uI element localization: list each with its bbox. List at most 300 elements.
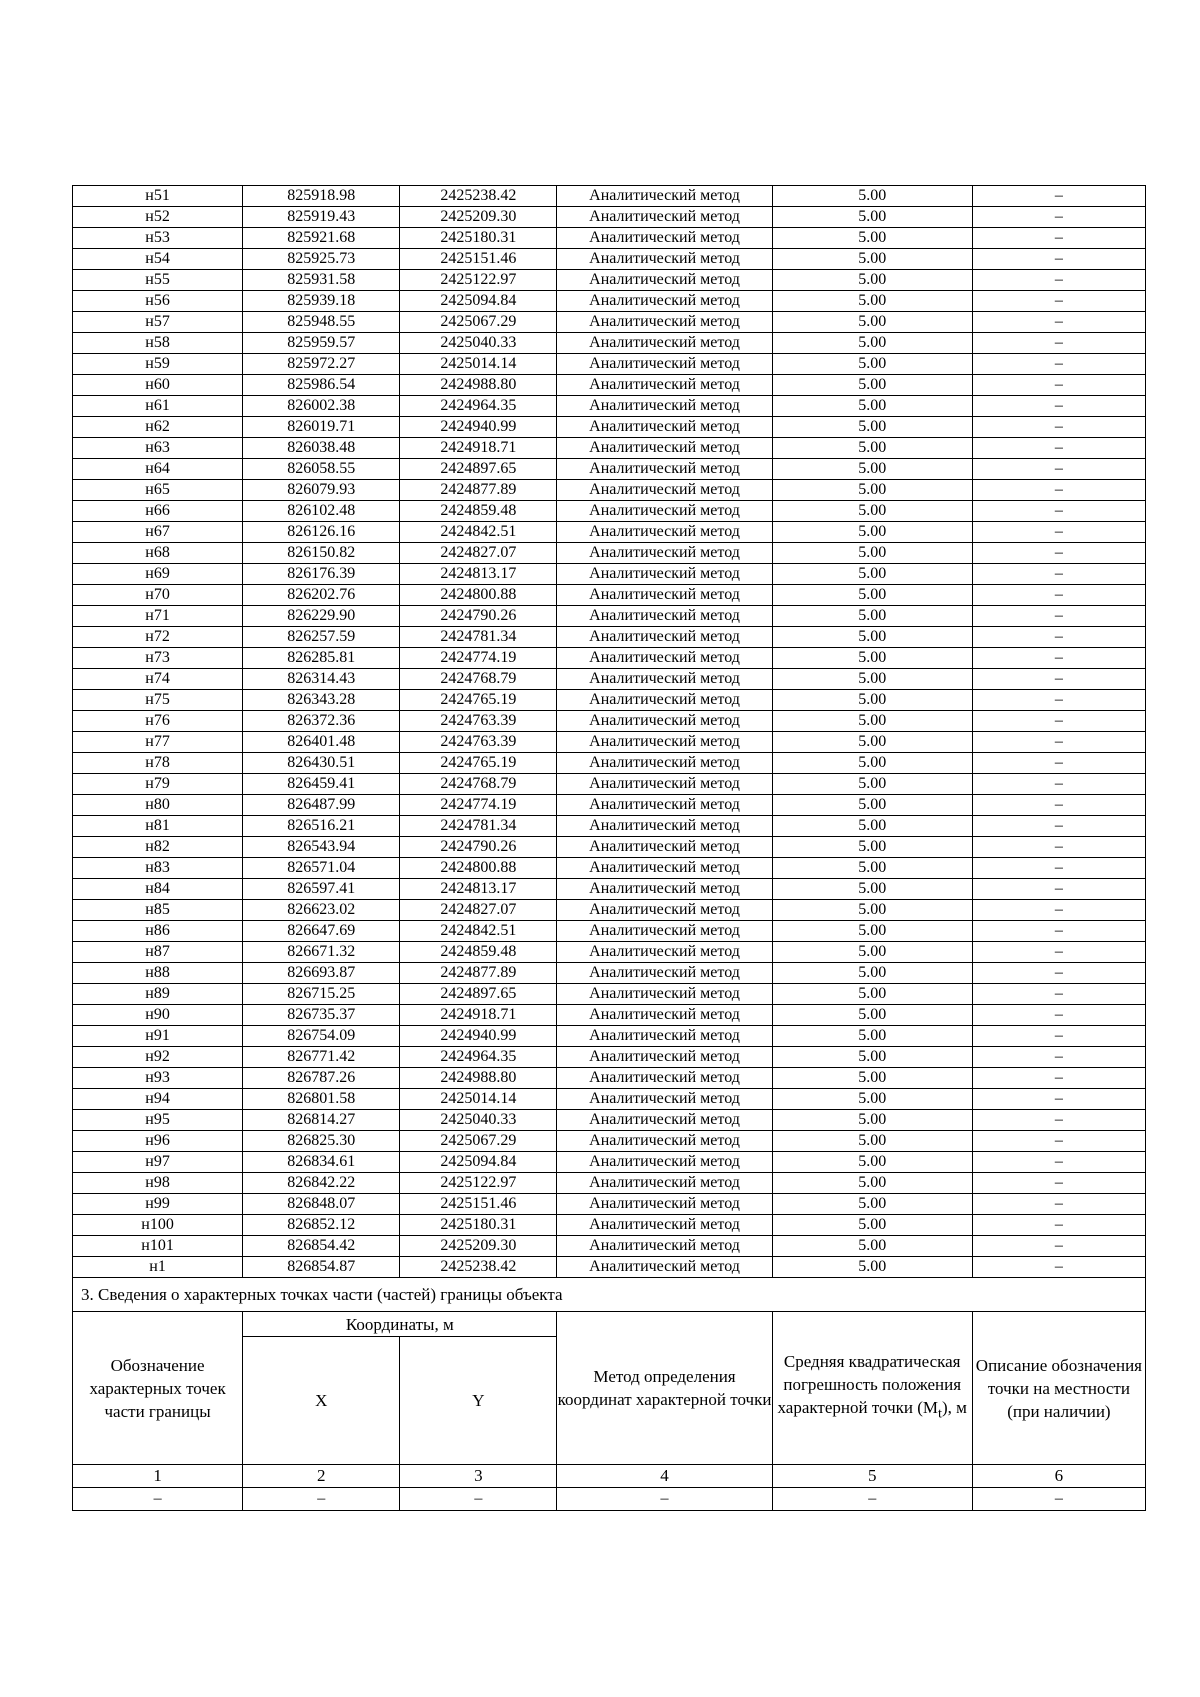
- point-name-cell: н58: [73, 333, 243, 354]
- error-cell: 5.00: [772, 585, 972, 606]
- point-name-cell: н98: [73, 1173, 243, 1194]
- point-name-cell: н53: [73, 228, 243, 249]
- description-cell: –: [972, 1173, 1145, 1194]
- table-row: [73, 879, 1146, 900]
- point-name-cell: н71: [73, 606, 243, 627]
- point-name-cell: н86: [73, 921, 243, 942]
- point-name-cell: н60: [73, 375, 243, 396]
- description-cell: –: [972, 732, 1145, 753]
- x-coordinate-cell: 826314.43: [243, 669, 400, 690]
- point-name-cell: н85: [73, 900, 243, 921]
- error-cell: 5.00: [772, 1026, 972, 1047]
- y-coordinate-cell: 2425067.29: [400, 312, 557, 333]
- y-coordinate-cell: 2424897.65: [400, 459, 557, 480]
- y-coordinate-cell: 2424988.80: [400, 1068, 557, 1089]
- point-name-cell: н56: [73, 291, 243, 312]
- point-name-cell: н74: [73, 669, 243, 690]
- x-coordinate-cell: 826715.25: [243, 984, 400, 1005]
- y-coordinate-cell: 2424859.48: [400, 942, 557, 963]
- y-coordinate-cell: 2424790.26: [400, 606, 557, 627]
- column-number: 4: [557, 1465, 772, 1488]
- x-coordinate-cell: 826229.90: [243, 606, 400, 627]
- table-row: [73, 1194, 1146, 1215]
- x-coordinate-cell: 826102.48: [243, 501, 400, 522]
- method-cell: Аналитический метод: [557, 1131, 772, 1152]
- y-coordinate-cell: 2424790.26: [400, 837, 557, 858]
- error-cell: 5.00: [772, 837, 972, 858]
- header-row-1: [73, 1312, 1146, 1337]
- empty-data-row: [73, 1488, 1146, 1511]
- point-name-cell: н95: [73, 1110, 243, 1131]
- x-coordinate-cell: 826571.04: [243, 858, 400, 879]
- method-cell: Аналитический метод: [557, 480, 772, 501]
- header-error-text: Средняя квадратическая погрешность положения характерной точки (М: [777, 1352, 962, 1418]
- description-cell: –: [972, 1005, 1145, 1026]
- description-cell: –: [972, 963, 1145, 984]
- point-name-cell: н80: [73, 795, 243, 816]
- x-coordinate-cell: 826459.41: [243, 774, 400, 795]
- method-cell: Аналитический метод: [557, 207, 772, 228]
- x-coordinate-cell: 826150.82: [243, 543, 400, 564]
- x-coordinate-cell: 826834.61: [243, 1152, 400, 1173]
- method-cell: Аналитический метод: [557, 942, 772, 963]
- empty-cell: –: [73, 1488, 243, 1511]
- x-coordinate-cell: 826623.02: [243, 900, 400, 921]
- x-coordinate-cell: 826597.41: [243, 879, 400, 900]
- error-cell: 5.00: [772, 858, 972, 879]
- point-name-cell: н66: [73, 501, 243, 522]
- point-name-cell: н76: [73, 711, 243, 732]
- method-cell: Аналитический метод: [557, 1215, 772, 1236]
- method-cell: Аналитический метод: [557, 690, 772, 711]
- error-cell: 5.00: [772, 753, 972, 774]
- method-cell: Аналитический метод: [557, 1026, 772, 1047]
- empty-cell: –: [772, 1488, 972, 1511]
- y-coordinate-cell: 2424940.99: [400, 417, 557, 438]
- description-cell: –: [972, 879, 1145, 900]
- x-coordinate-cell: 826848.07: [243, 1194, 400, 1215]
- table-row: [73, 627, 1146, 648]
- error-cell: 5.00: [772, 942, 972, 963]
- table-row: [73, 333, 1146, 354]
- error-cell: 5.00: [772, 417, 972, 438]
- error-cell: 5.00: [772, 354, 972, 375]
- description-cell: –: [972, 711, 1145, 732]
- x-coordinate-cell: 826671.32: [243, 942, 400, 963]
- method-cell: Аналитический метод: [557, 228, 772, 249]
- empty-cell: –: [972, 1488, 1145, 1511]
- table-row: [73, 837, 1146, 858]
- description-cell: –: [972, 753, 1145, 774]
- point-name-cell: н81: [73, 816, 243, 837]
- point-name-cell: н96: [73, 1131, 243, 1152]
- table-row: [73, 900, 1146, 921]
- point-name-cell: н59: [73, 354, 243, 375]
- y-coordinate-cell: 2424768.79: [400, 774, 557, 795]
- error-cell: 5.00: [772, 522, 972, 543]
- error-cell: 5.00: [772, 648, 972, 669]
- x-coordinate-cell: 826854.87: [243, 1257, 400, 1278]
- point-name-cell: н79: [73, 774, 243, 795]
- method-cell: Аналитический метод: [557, 501, 772, 522]
- table-row: [73, 606, 1146, 627]
- header-error-subscript: t: [938, 1405, 942, 1422]
- description-cell: –: [972, 627, 1145, 648]
- method-cell: Аналитический метод: [557, 858, 772, 879]
- method-cell: Аналитический метод: [557, 753, 772, 774]
- table-row: [73, 1257, 1146, 1278]
- description-cell: –: [972, 522, 1145, 543]
- method-cell: Аналитический метод: [557, 732, 772, 753]
- y-coordinate-cell: 2424877.89: [400, 480, 557, 501]
- empty-cell: –: [557, 1488, 772, 1511]
- table-row: [73, 732, 1146, 753]
- x-coordinate-cell: 826019.71: [243, 417, 400, 438]
- table-row: [73, 1152, 1146, 1173]
- error-cell: 5.00: [772, 921, 972, 942]
- y-coordinate-cell: 2424765.19: [400, 690, 557, 711]
- table-row: [73, 1068, 1146, 1089]
- column-number: 6: [972, 1465, 1145, 1488]
- error-cell: 5.00: [772, 606, 972, 627]
- header-x: X: [243, 1337, 400, 1465]
- error-cell: 5.00: [772, 480, 972, 501]
- table-row: [73, 354, 1146, 375]
- table-row: [73, 816, 1146, 837]
- header-error-tail: ), м: [941, 1398, 967, 1418]
- section-3-title: 3. Сведения о характерных точках части (частей) границы объекта: [73, 1278, 1146, 1312]
- description-cell: –: [972, 375, 1145, 396]
- method-cell: Аналитический метод: [557, 795, 772, 816]
- error-cell: 5.00: [772, 1152, 972, 1173]
- point-name-cell: н57: [73, 312, 243, 333]
- error-cell: 5.00: [772, 1047, 972, 1068]
- y-coordinate-cell: 2424964.35: [400, 396, 557, 417]
- point-name-cell: н70: [73, 585, 243, 606]
- table-row: [73, 186, 1146, 207]
- method-cell: Аналитический метод: [557, 564, 772, 585]
- error-cell: 5.00: [772, 816, 972, 837]
- y-coordinate-cell: 2424768.79: [400, 669, 557, 690]
- x-coordinate-cell: 825919.43: [243, 207, 400, 228]
- method-cell: Аналитический метод: [557, 1047, 772, 1068]
- y-coordinate-cell: 2425180.31: [400, 228, 557, 249]
- description-cell: –: [972, 1131, 1145, 1152]
- section-3-title-row: [73, 1278, 1146, 1312]
- method-cell: Аналитический метод: [557, 1173, 772, 1194]
- error-cell: 5.00: [772, 333, 972, 354]
- description-cell: –: [972, 186, 1145, 207]
- description-cell: –: [972, 795, 1145, 816]
- table-row: [73, 942, 1146, 963]
- y-coordinate-cell: 2424842.51: [400, 921, 557, 942]
- error-cell: 5.00: [772, 984, 972, 1005]
- x-coordinate-cell: 826058.55: [243, 459, 400, 480]
- table-row: [73, 1131, 1146, 1152]
- table-row: [73, 480, 1146, 501]
- x-coordinate-cell: 826754.09: [243, 1026, 400, 1047]
- point-name-cell: н91: [73, 1026, 243, 1047]
- point-name-cell: н55: [73, 270, 243, 291]
- description-cell: –: [972, 942, 1145, 963]
- error-cell: 5.00: [772, 795, 972, 816]
- table-row: [73, 1173, 1146, 1194]
- point-name-cell: н69: [73, 564, 243, 585]
- x-coordinate-cell: 826787.26: [243, 1068, 400, 1089]
- point-name-cell: н62: [73, 417, 243, 438]
- y-coordinate-cell: 2425122.97: [400, 1173, 557, 1194]
- empty-cell: –: [243, 1488, 400, 1511]
- header-error: [772, 1312, 972, 1465]
- x-coordinate-cell: 826430.51: [243, 753, 400, 774]
- error-cell: 5.00: [772, 963, 972, 984]
- point-name-cell: н52: [73, 207, 243, 228]
- point-name-cell: н67: [73, 522, 243, 543]
- description-cell: –: [972, 858, 1145, 879]
- method-cell: Аналитический метод: [557, 186, 772, 207]
- table-row: [73, 270, 1146, 291]
- description-cell: –: [972, 669, 1145, 690]
- x-coordinate-cell: 825921.68: [243, 228, 400, 249]
- x-coordinate-cell: 826079.93: [243, 480, 400, 501]
- table-row: [73, 1110, 1146, 1131]
- table-row: [73, 1005, 1146, 1026]
- point-name-cell: н63: [73, 438, 243, 459]
- method-cell: Аналитический метод: [557, 963, 772, 984]
- description-cell: –: [972, 648, 1145, 669]
- description-cell: –: [972, 228, 1145, 249]
- y-coordinate-cell: 2424859.48: [400, 501, 557, 522]
- x-coordinate-cell: 826854.42: [243, 1236, 400, 1257]
- description-cell: –: [972, 1152, 1145, 1173]
- column-number-row: [73, 1465, 1146, 1488]
- error-cell: 5.00: [772, 543, 972, 564]
- point-name-cell: н94: [73, 1089, 243, 1110]
- method-cell: Аналитический метод: [557, 291, 772, 312]
- y-coordinate-cell: 2424964.35: [400, 1047, 557, 1068]
- method-cell: Аналитический метод: [557, 1194, 772, 1215]
- method-cell: Аналитический метод: [557, 1089, 772, 1110]
- header-y: Y: [400, 1337, 557, 1465]
- y-coordinate-cell: 2425180.31: [400, 1215, 557, 1236]
- table-row: [73, 1236, 1146, 1257]
- document-sheet: [72, 185, 1146, 1511]
- y-coordinate-cell: 2424800.88: [400, 858, 557, 879]
- method-cell: Аналитический метод: [557, 522, 772, 543]
- empty-cell: –: [400, 1488, 557, 1511]
- description-cell: –: [972, 1026, 1145, 1047]
- x-coordinate-cell: 826814.27: [243, 1110, 400, 1131]
- method-cell: Аналитический метод: [557, 1236, 772, 1257]
- description-cell: –: [972, 921, 1145, 942]
- method-cell: Аналитический метод: [557, 396, 772, 417]
- point-name-cell: н100: [73, 1215, 243, 1236]
- method-cell: Аналитический метод: [557, 333, 772, 354]
- y-coordinate-cell: 2425151.46: [400, 249, 557, 270]
- error-cell: 5.00: [772, 627, 972, 648]
- description-cell: –: [972, 291, 1145, 312]
- method-cell: Аналитический метод: [557, 984, 772, 1005]
- description-cell: –: [972, 1215, 1145, 1236]
- table-row: [73, 795, 1146, 816]
- error-cell: 5.00: [772, 1257, 972, 1278]
- point-name-cell: н83: [73, 858, 243, 879]
- point-name-cell: н78: [73, 753, 243, 774]
- error-cell: 5.00: [772, 396, 972, 417]
- y-coordinate-cell: 2425014.14: [400, 1089, 557, 1110]
- table-row: [73, 522, 1146, 543]
- description-cell: –: [972, 1068, 1145, 1089]
- y-coordinate-cell: 2425067.29: [400, 1131, 557, 1152]
- point-name-cell: н101: [73, 1236, 243, 1257]
- error-cell: 5.00: [772, 270, 972, 291]
- x-coordinate-cell: 826126.16: [243, 522, 400, 543]
- error-cell: 5.00: [772, 1173, 972, 1194]
- table-row: [73, 228, 1146, 249]
- table-row: [73, 417, 1146, 438]
- y-coordinate-cell: 2424765.19: [400, 753, 557, 774]
- points-table-body: [73, 186, 1146, 1278]
- x-coordinate-cell: 825939.18: [243, 291, 400, 312]
- boundary-points-table: [72, 185, 1146, 1511]
- description-cell: –: [972, 1110, 1145, 1131]
- error-cell: 5.00: [772, 249, 972, 270]
- y-coordinate-cell: 2424774.19: [400, 648, 557, 669]
- x-coordinate-cell: 825959.57: [243, 333, 400, 354]
- x-coordinate-cell: 826801.58: [243, 1089, 400, 1110]
- column-number: 2: [243, 1465, 400, 1488]
- column-number: 1: [73, 1465, 243, 1488]
- column-number: 5: [772, 1465, 972, 1488]
- header-description: Описание обозначения точки на местности (при наличии): [972, 1312, 1145, 1465]
- error-cell: 5.00: [772, 711, 972, 732]
- point-name-cell: н61: [73, 396, 243, 417]
- error-cell: 5.00: [772, 1005, 972, 1026]
- description-cell: –: [972, 480, 1145, 501]
- description-cell: –: [972, 543, 1145, 564]
- description-cell: –: [972, 564, 1145, 585]
- error-cell: 5.00: [772, 732, 972, 753]
- point-name-cell: н77: [73, 732, 243, 753]
- method-cell: Аналитический метод: [557, 711, 772, 732]
- description-cell: –: [972, 459, 1145, 480]
- table-row: [73, 312, 1146, 333]
- error-cell: 5.00: [772, 1194, 972, 1215]
- table-row: [73, 774, 1146, 795]
- point-name-cell: н87: [73, 942, 243, 963]
- table-row: [73, 648, 1146, 669]
- method-cell: Аналитический метод: [557, 837, 772, 858]
- x-coordinate-cell: 826002.38: [243, 396, 400, 417]
- method-cell: Аналитический метод: [557, 1257, 772, 1278]
- description-cell: –: [972, 270, 1145, 291]
- x-coordinate-cell: 825931.58: [243, 270, 400, 291]
- description-cell: –: [972, 438, 1145, 459]
- table-row: [73, 249, 1146, 270]
- error-cell: 5.00: [772, 207, 972, 228]
- table-row: [73, 543, 1146, 564]
- x-coordinate-cell: 826257.59: [243, 627, 400, 648]
- description-cell: –: [972, 333, 1145, 354]
- error-cell: 5.00: [772, 1068, 972, 1089]
- x-coordinate-cell: 825986.54: [243, 375, 400, 396]
- method-cell: Аналитический метод: [557, 669, 772, 690]
- x-coordinate-cell: 826343.28: [243, 690, 400, 711]
- x-coordinate-cell: 826771.42: [243, 1047, 400, 1068]
- y-coordinate-cell: 2425209.30: [400, 1236, 557, 1257]
- error-cell: 5.00: [772, 1131, 972, 1152]
- x-coordinate-cell: 826176.39: [243, 564, 400, 585]
- x-coordinate-cell: 825925.73: [243, 249, 400, 270]
- table-row: [73, 585, 1146, 606]
- description-cell: –: [972, 1194, 1145, 1215]
- description-cell: –: [972, 501, 1145, 522]
- x-coordinate-cell: 825948.55: [243, 312, 400, 333]
- x-coordinate-cell: 826693.87: [243, 963, 400, 984]
- y-coordinate-cell: 2424763.39: [400, 732, 557, 753]
- method-cell: Аналитический метод: [557, 312, 772, 333]
- header-coordinates: Координаты, м: [243, 1312, 557, 1337]
- y-coordinate-cell: 2424918.71: [400, 1005, 557, 1026]
- point-name-cell: н64: [73, 459, 243, 480]
- point-name-cell: н72: [73, 627, 243, 648]
- method-cell: Аналитический метод: [557, 438, 772, 459]
- x-coordinate-cell: 826842.22: [243, 1173, 400, 1194]
- y-coordinate-cell: 2425094.84: [400, 291, 557, 312]
- description-cell: –: [972, 585, 1145, 606]
- method-cell: Аналитический метод: [557, 354, 772, 375]
- y-coordinate-cell: 2425040.33: [400, 1110, 557, 1131]
- y-coordinate-cell: 2425122.97: [400, 270, 557, 291]
- y-coordinate-cell: 2425014.14: [400, 354, 557, 375]
- x-coordinate-cell: 825972.27: [243, 354, 400, 375]
- point-name-cell: н89: [73, 984, 243, 1005]
- section-3: [73, 1278, 1146, 1511]
- error-cell: 5.00: [772, 690, 972, 711]
- description-cell: –: [972, 396, 1145, 417]
- error-cell: 5.00: [772, 1215, 972, 1236]
- method-cell: Аналитический метод: [557, 816, 772, 837]
- table-row: [73, 459, 1146, 480]
- table-row: [73, 564, 1146, 585]
- description-cell: –: [972, 606, 1145, 627]
- error-cell: 5.00: [772, 879, 972, 900]
- point-name-cell: н1: [73, 1257, 243, 1278]
- x-coordinate-cell: 826735.37: [243, 1005, 400, 1026]
- error-cell: 5.00: [772, 291, 972, 312]
- y-coordinate-cell: 2424988.80: [400, 375, 557, 396]
- point-name-cell: н68: [73, 543, 243, 564]
- error-cell: 5.00: [772, 1236, 972, 1257]
- table-row: [73, 438, 1146, 459]
- error-cell: 5.00: [772, 900, 972, 921]
- table-row: [73, 375, 1146, 396]
- y-coordinate-cell: 2424813.17: [400, 564, 557, 585]
- description-cell: –: [972, 1257, 1145, 1278]
- table-row: [73, 291, 1146, 312]
- column-number: 3: [400, 1465, 557, 1488]
- method-cell: Аналитический метод: [557, 1110, 772, 1131]
- error-cell: 5.00: [772, 1110, 972, 1131]
- x-coordinate-cell: 826647.69: [243, 921, 400, 942]
- method-cell: Аналитический метод: [557, 606, 772, 627]
- description-cell: –: [972, 417, 1145, 438]
- error-cell: 5.00: [772, 375, 972, 396]
- table-row: [73, 207, 1146, 228]
- table-row: [73, 396, 1146, 417]
- x-coordinate-cell: 826401.48: [243, 732, 400, 753]
- method-cell: Аналитический метод: [557, 774, 772, 795]
